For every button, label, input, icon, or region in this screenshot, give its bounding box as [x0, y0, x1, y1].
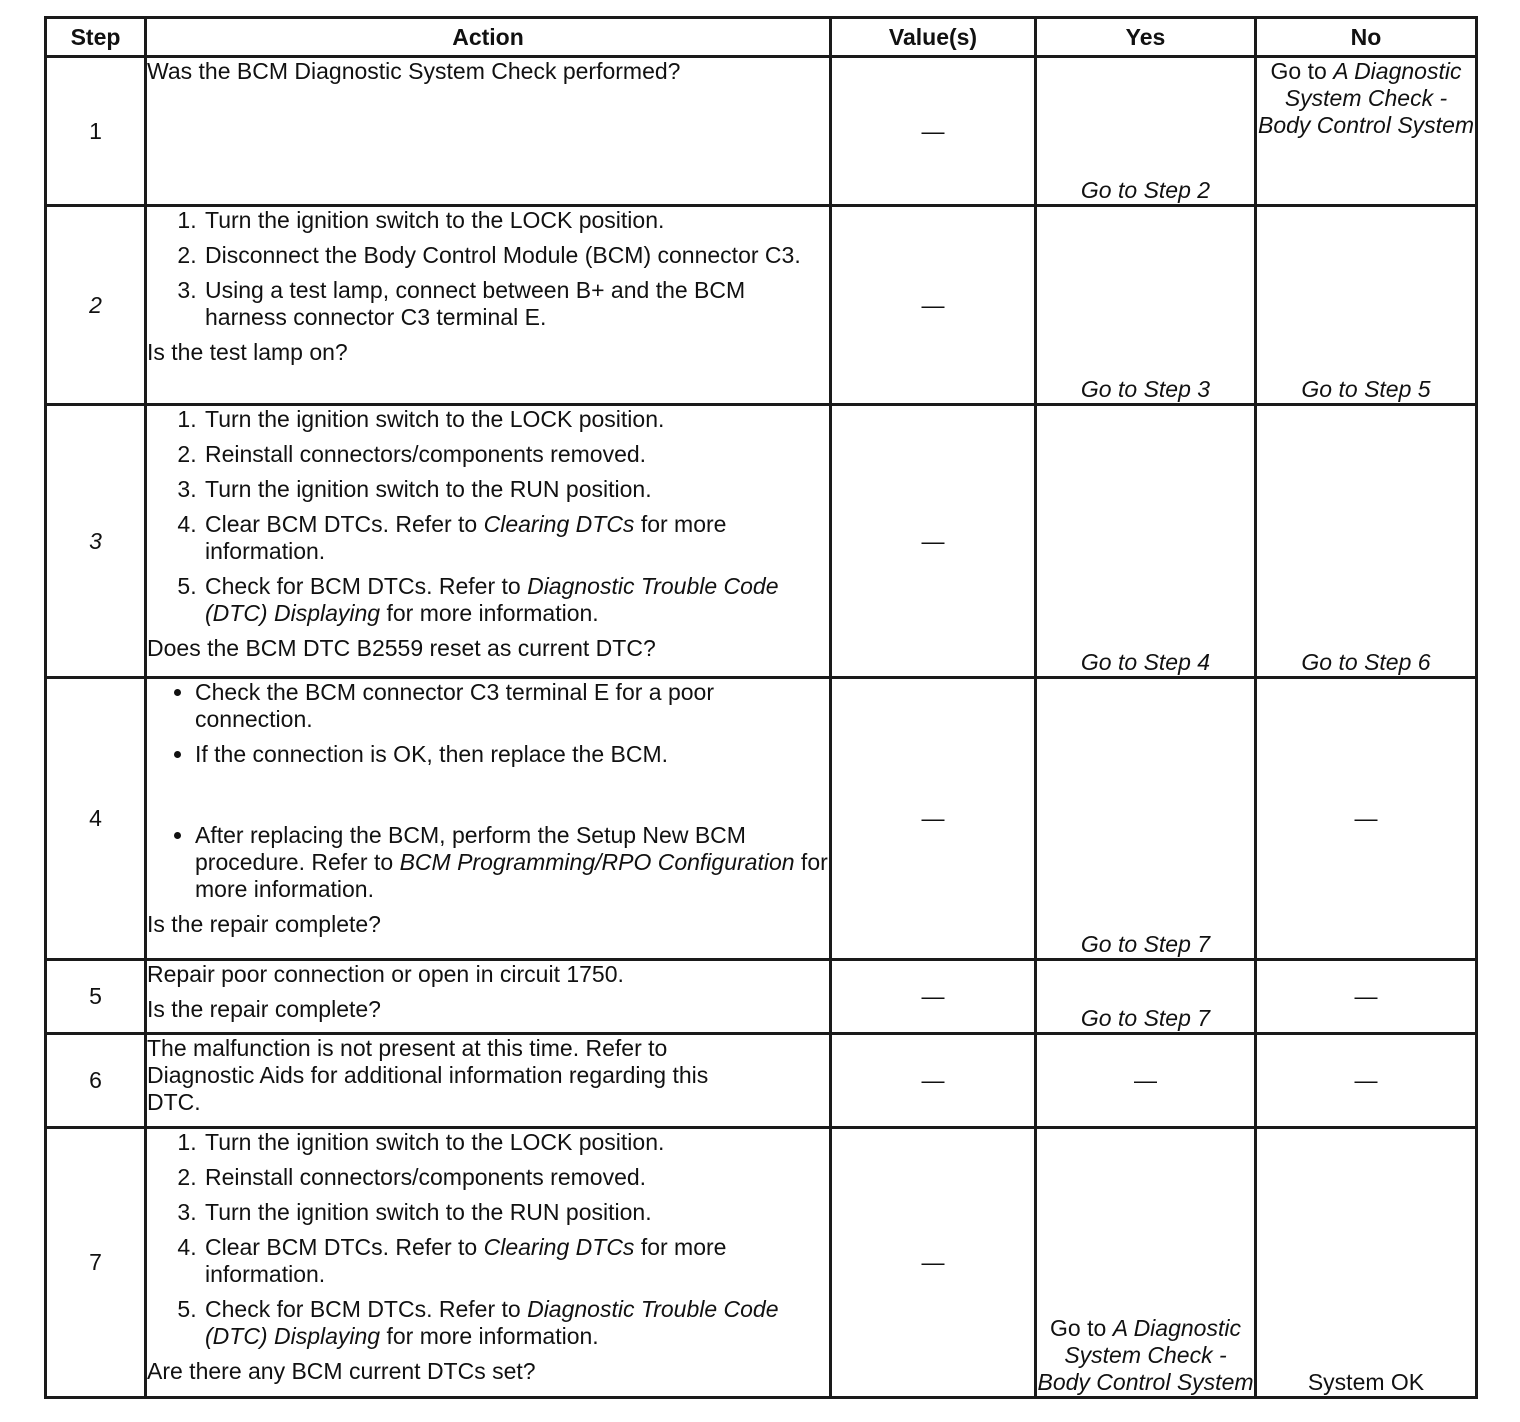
step-number: 5 — [46, 960, 146, 1034]
yes-prefix: Go to — [1050, 1315, 1113, 1341]
value-cell: — — [831, 206, 1036, 405]
no-link: A Diagnostic System Check - Body Control System — [1257, 58, 1475, 138]
list-item: • If the connection is OK, then replace the BCM. — [195, 741, 829, 768]
no-cell: — — [1256, 960, 1477, 1034]
header-no: No — [1256, 18, 1477, 57]
step-number: 3 — [46, 405, 146, 678]
list-item: 2. Reinstall connectors/components removed. — [203, 441, 829, 468]
list-item: 5. Check for BCM DTCs. Refer to Diagnostic Trouble Code (DTC) Displaying for more information. — [203, 1296, 829, 1350]
yes-cell: Go to Step 7 — [1036, 678, 1256, 960]
list-item: 4. Clear BCM DTCs. Refer to Clearing DTCs for more information. — [203, 1234, 829, 1288]
value-cell: — — [831, 405, 1036, 678]
question: Are there any BCM current DTCs set? — [147, 1358, 536, 1384]
bullet-list — [147, 679, 829, 903]
list-item: 3. Using a test lamp, connect between B+ and the BCM harness connector C3 terminal E. — [203, 277, 829, 331]
procedure-list — [147, 406, 829, 627]
list-item: 2. Disconnect the Body Control Module (BCM) connector C3. — [203, 242, 829, 269]
reference-link: Diagnostic Trouble Code (DTC) Displaying — [205, 573, 779, 626]
yes-cell: Go to Step 2 — [1036, 57, 1256, 206]
yes-cell: Go to Step 4 — [1036, 405, 1256, 678]
question: Was the BCM Diagnostic System Check performed? — [147, 58, 681, 84]
action-cell — [146, 678, 831, 960]
header-values: Value(s) — [831, 18, 1036, 57]
action-cell — [146, 405, 831, 678]
yes-cell: — — [1036, 1034, 1256, 1128]
yes-cell: Go to Step 3 — [1036, 206, 1256, 405]
yes-cell: Go to Step 7 — [1036, 960, 1256, 1034]
no-cell: — — [1256, 678, 1477, 960]
action-cell — [146, 960, 831, 1034]
header-step: Step — [46, 18, 146, 57]
table-row — [46, 57, 1477, 206]
question: Is the repair complete? — [147, 996, 381, 1022]
value-cell: — — [831, 1034, 1036, 1128]
header-yes: Yes — [1036, 18, 1256, 57]
step-number: 1 — [46, 57, 146, 206]
reference-link: Clearing DTCs — [483, 1234, 635, 1260]
question: Is the test lamp on? — [147, 339, 348, 365]
procedure-list — [147, 207, 829, 331]
yes-link: A Diagnostic System Check - Body Control System — [1037, 1315, 1254, 1395]
list-item: 1. Turn the ignition switch to the LOCK position. — [203, 207, 829, 234]
no-cell: Go to Step 6 — [1256, 405, 1477, 678]
no-cell: — — [1256, 1034, 1477, 1128]
list-item: 5. Check for BCM DTCs. Refer to Diagnostic Trouble Code (DTC) Displaying for more information. — [203, 573, 829, 627]
diagnostic-table — [44, 16, 1478, 1399]
reference-link: Diagnostic Trouble Code (DTC) Displaying — [205, 1296, 779, 1349]
action-cell — [146, 1128, 831, 1398]
yes-cell — [1036, 1128, 1256, 1398]
header-action: Action — [146, 18, 831, 57]
list-item: 2. Reinstall connectors/components removed. — [203, 1164, 829, 1191]
list-item: 1. Turn the ignition switch to the LOCK position. — [203, 406, 829, 433]
list-item: 3. Turn the ignition switch to the RUN position. — [203, 1199, 829, 1226]
table-row — [46, 1034, 1477, 1128]
action-cell — [146, 1034, 831, 1128]
procedure-list — [147, 1129, 829, 1350]
question: Is the repair complete? — [147, 911, 381, 937]
table-row — [46, 1128, 1477, 1398]
step-number: 2 — [46, 206, 146, 405]
table-row — [46, 405, 1477, 678]
list-item: 1. Turn the ignition switch to the LOCK position. — [203, 1129, 829, 1156]
list-item: • After replacing the BCM, perform the Setup New BCM procedure. Refer to BCM Programming/RPO Configuration for more information. — [195, 822, 829, 903]
step-number: 7 — [46, 1128, 146, 1398]
table-row — [46, 960, 1477, 1034]
action-text: The malfunction is not present at this time. Refer to Diagnostic Aids for additional information regarding this DTC. — [147, 1035, 709, 1115]
value-cell: — — [831, 57, 1036, 206]
table-row — [46, 678, 1477, 960]
no-cell: System OK — [1256, 1128, 1477, 1398]
header-row — [46, 18, 1477, 57]
list-item: 4. Clear BCM DTCs. Refer to Clearing DTCs for more information. — [203, 511, 829, 565]
value-cell: — — [831, 678, 1036, 960]
list-item: • Check the BCM connector C3 terminal E for a poor connection. — [195, 679, 829, 733]
step-number: 4 — [46, 678, 146, 960]
question: Does the BCM DTC B2559 reset as current DTC? — [147, 635, 656, 661]
reference-link: BCM Programming/RPO Configuration — [399, 849, 795, 875]
action-text: Repair poor connection or open in circuit 1750. — [147, 961, 624, 987]
step-number: 6 — [46, 1034, 146, 1128]
action-cell — [146, 206, 831, 405]
list-item: 3. Turn the ignition switch to the RUN position. — [203, 476, 829, 503]
value-cell: — — [831, 960, 1036, 1034]
no-prefix: Go to — [1270, 58, 1334, 84]
table-row — [46, 206, 1477, 405]
no-cell — [1256, 57, 1477, 206]
no-cell: Go to Step 5 — [1256, 206, 1477, 405]
value-cell: — — [831, 1128, 1036, 1398]
action-cell — [146, 57, 831, 206]
reference-link: Clearing DTCs — [483, 511, 635, 537]
